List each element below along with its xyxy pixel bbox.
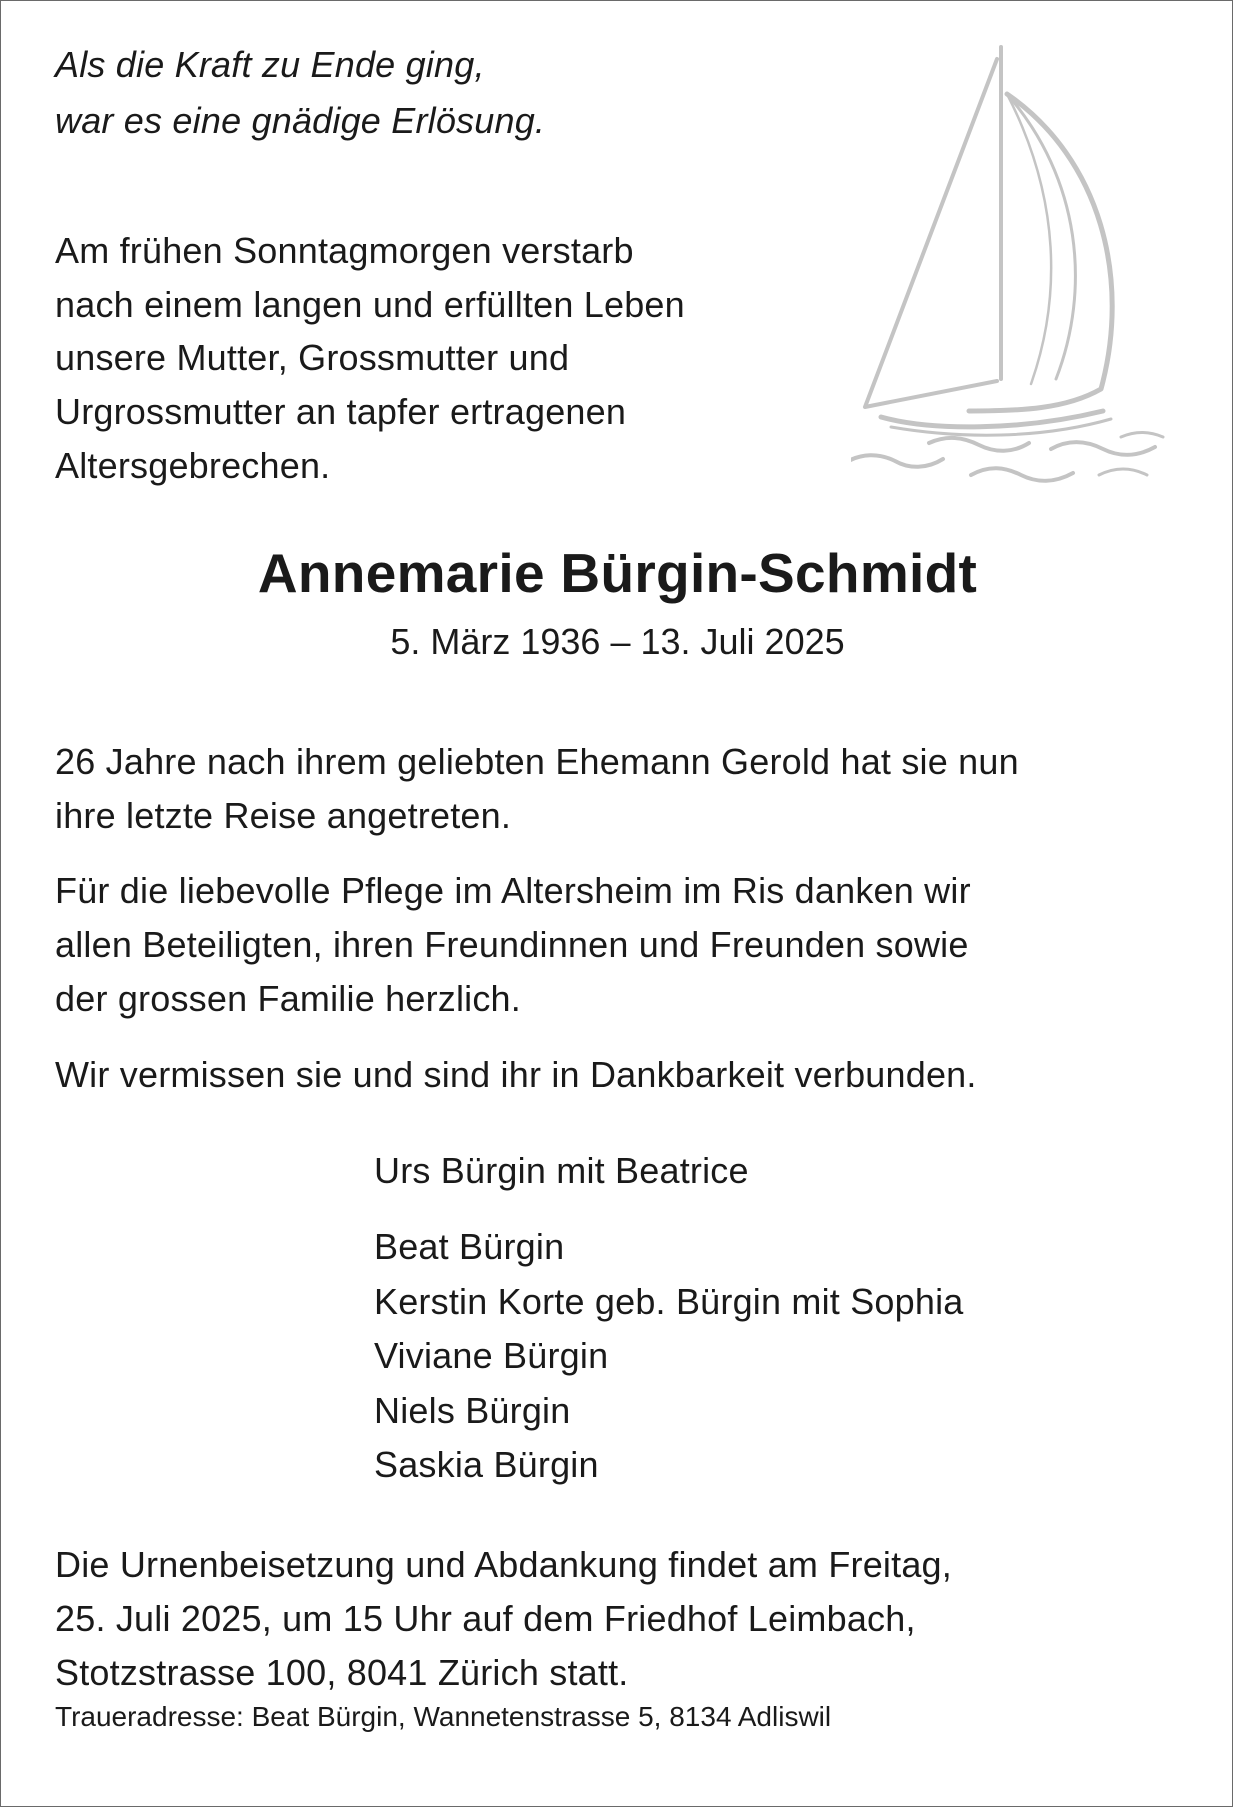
intro-line-4: Urgrossmutter an tapfer ertragenen: [55, 391, 627, 432]
intro-line-1: Am frühen Sonntagmorgen verstarb: [55, 230, 634, 271]
intro-line-3: unsere Mutter, Grossmutter und: [55, 337, 570, 378]
family-first: Urs Bürgin mit Beatrice: [374, 1150, 749, 1191]
paragraph1-line-1: 26 Jahre nach ihrem geliebten Ehemann Gerold hat sie nun: [55, 741, 1019, 782]
deceased-name: Annemarie Bürgin-Schmidt: [257, 542, 978, 604]
paragraph1-line-2: ihre letzte Reise angetreten.: [55, 795, 512, 836]
family-member: Saskia Bürgin: [374, 1444, 599, 1485]
ceremony-line-2: 25. Juli 2025, um 15 Uhr auf dem Friedhof Leimbach,: [55, 1598, 916, 1639]
mourning-address: Traueradresse: Beat Bürgin, Wannetenstrasse 5, 8134 Adliswil: [55, 1701, 832, 1732]
motto-line-1: Als die Kraft zu Ende ging,: [55, 44, 485, 85]
life-dates: 5. März 1936 – 13. Juli 2025: [390, 621, 845, 662]
family-member: Viviane Bürgin: [374, 1335, 609, 1376]
motto-line-2: war es eine gnädige Erlösung.: [55, 100, 546, 141]
intro-line-2: nach einem langen und erfüllten Leben: [55, 284, 685, 325]
paragraph2-line-1: Für die liebevolle Pflege im Altersheim im Ris danken wir: [55, 870, 971, 911]
paragraph2-line-2: allen Beteiligten, ihren Freundinnen und Freunden sowie: [55, 924, 969, 965]
paragraph2-line-3: der grossen Familie herzlich.: [55, 978, 521, 1019]
family-member: Beat Bürgin: [374, 1226, 565, 1267]
ceremony-line-1: Die Urnenbeisetzung und Abdankung findet am Freitag,: [55, 1544, 952, 1585]
intro-line-5: Altersgebrechen.: [55, 445, 331, 486]
sailboat-icon: [851, 39, 1171, 489]
family-member: Kerstin Korte geb. Bürgin mit Sophia: [374, 1281, 964, 1322]
ceremony-line-3: Stotzstrasse 100, 8041 Zürich statt.: [55, 1652, 629, 1693]
family-member: Niels Bürgin: [374, 1390, 571, 1431]
paragraph3-line-1: Wir vermissen sie und sind ihr in Dankbarkeit verbunden.: [55, 1054, 977, 1095]
